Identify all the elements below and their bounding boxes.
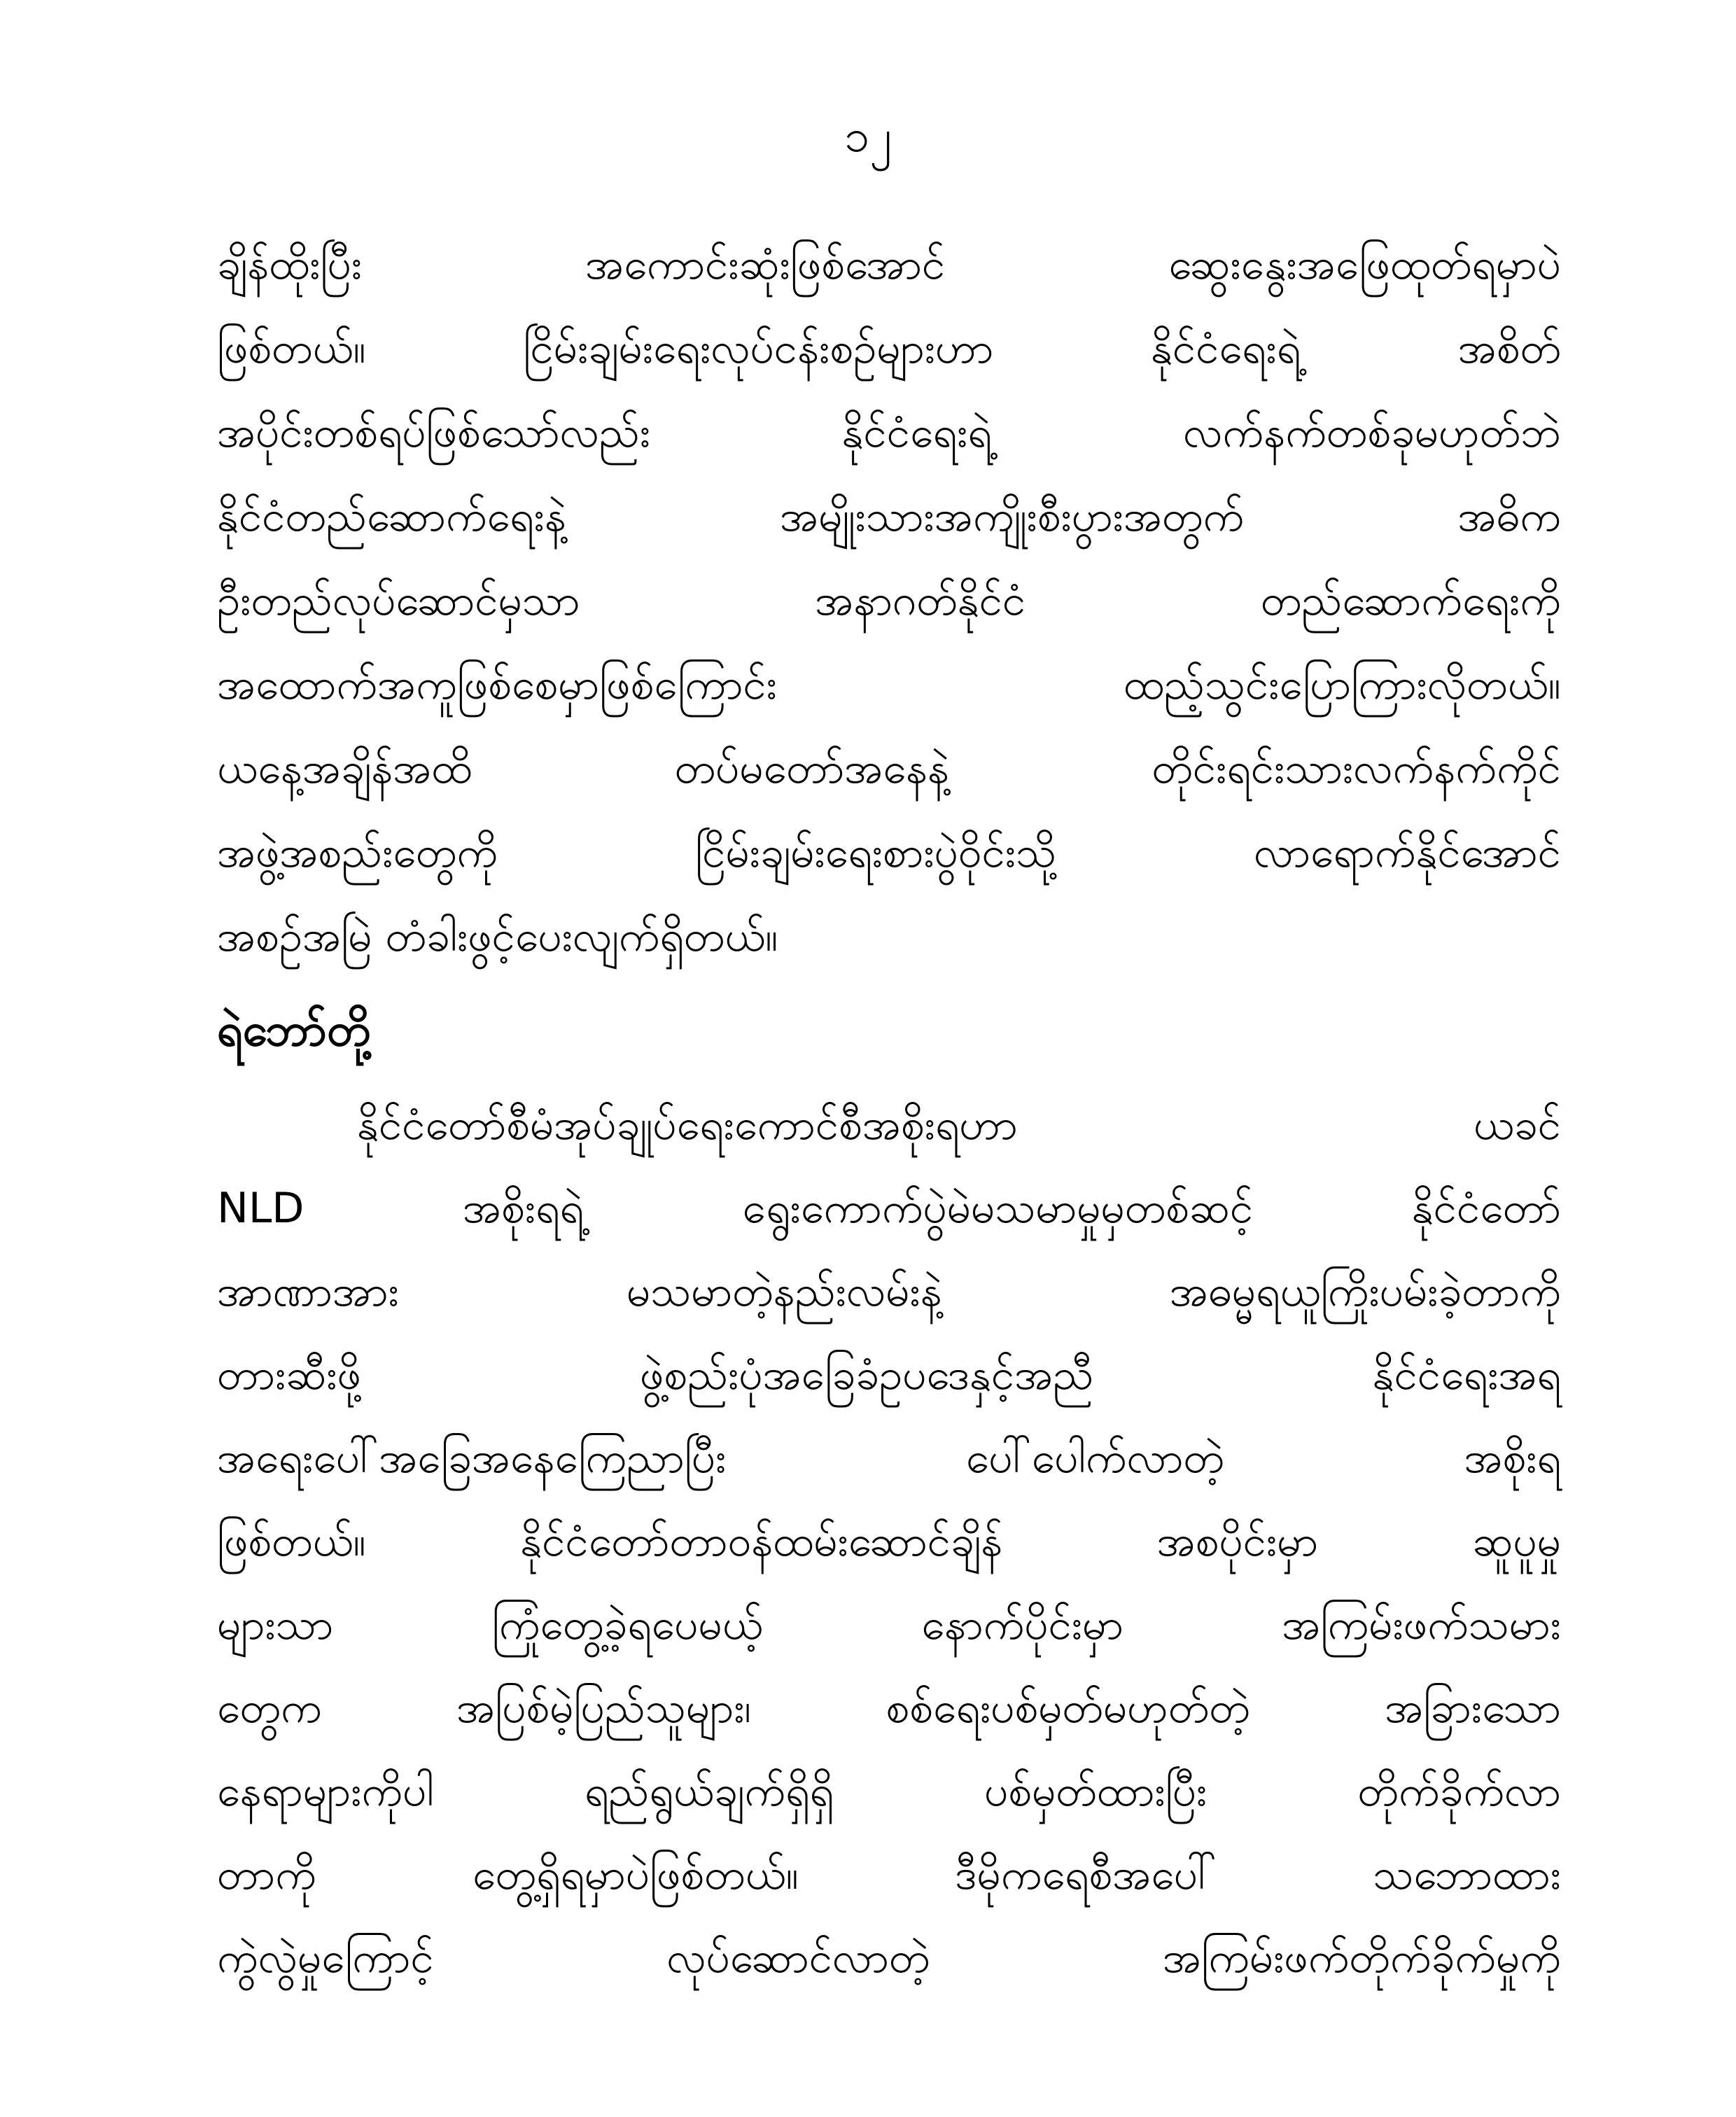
page-number: ၁၂: [844, 111, 892, 162]
text-line: နိုင်ငံတော်စီမံအုပ်ချုပ်ရေးကောင်စီအစိုးရဟာ ယခင်: [357, 1101, 1561, 1150]
text-line: အထောက်အကူဖြစ်စေမှာဖြစ်ကြောင်း ထည့်သွင်းပြောကြားလိုတယ်။: [217, 660, 1561, 709]
text-line: တားဆီးဖို့ ဖွဲ့စည်းပုံအခြေခံဥပဒေနှင့်အညီ နိုင်ငံရေးအရ: [217, 1350, 1561, 1399]
text-line: နေရာများကိုပါ ရည်ရွယ်ချက်ရှိရှိ ပစ်မှတ်ထားပြီး တိုက်ခိုက်လာ: [217, 1767, 1561, 1816]
paragraph-2: [217, 1084, 1561, 2000]
text-line: အစဉ်အမြဲ တံခါးဖွင့်ပေးလျက်ရှိတယ်။: [217, 912, 778, 961]
text-line: ချိန်ထိုးပြီး အကောင်းဆုံးဖြစ်အောင် ဆွေးနွေးအဖြေထုတ်ရမှာပဲ: [217, 240, 1561, 289]
text-line: ဦးတည်လုပ်ဆောင်မှသာ အနာဂတ်နိုင်ငံ တည်ဆောက်ရေးကို: [217, 576, 1561, 625]
text-line: များသာ ကြုံတွေ့ခဲ့ရပေမယ့် နောက်ပိုင်းမှာ အကြမ်းဖက်သမား: [217, 1600, 1561, 1649]
section-heading: ရဲဘော်တို့: [217, 1005, 371, 1056]
text-line: ဖြစ်တယ်။ ငြိမ်းချမ်းရေးလုပ်ငန်းစဉ်များဟာ နိုင်ငံရေးရဲ့ အစိတ်: [217, 324, 1561, 373]
text-line: အဖွဲ့အစည်းတွေကို ငြိမ်းချမ်းရေးစားပွဲဝိုင်းသို့ လာရောက်နိုင်အောင်: [217, 828, 1561, 877]
text-line: အပိုင်းတစ်ရပ်ဖြစ်သော်လည်း နိုင်ငံရေးရဲ့ လက်နက်တစ်ခုမဟုတ်ဘဲ: [217, 408, 1561, 457]
text-line: အရေးပေါ်အခြေအနေကြေညာပြီး ပေါ်ပေါက်လာတဲ့ အစိုးရ: [217, 1434, 1561, 1483]
text-line: ကွဲလွဲမှုကြောင့် လုပ်ဆောင်လာတဲ့ အကြမ်းဖက်တိုက်ခိုက်မှုကို: [217, 1934, 1561, 1983]
text-line: တွေက အပြစ်မဲ့ပြည်သူများ၊ စစ်ရေးပစ်မှတ်မဟုတ်တဲ့ အခြားသော: [217, 1684, 1561, 1733]
paragraph-1: [217, 223, 1561, 979]
text-line: အာဏာအား မသမာတဲ့နည်းလမ်းနဲ့ အဓမ္မရယူကြိုးပမ်းခဲ့တာကို: [217, 1267, 1561, 1316]
text-line: နိုင်ငံတည်ဆောက်ရေးနဲ့ အမျိုးသားအကျိုးစီးပွားအတွက် အဓိက: [217, 492, 1561, 541]
text-line: NLD အစိုးရရဲ့ ရွေးကောက်ပွဲမဲမသမာမှုမှတစ်ဆင့် နိုင်ငံတော်: [217, 1184, 1561, 1233]
text-line: တာကို တွေ့ရှိရမှာပဲဖြစ်တယ်။ ဒီမိုကရေစီအပေါ် သဘောထား: [217, 1850, 1561, 1899]
text-line: ဖြစ်တယ်။ နိုင်ငံတော်တာဝန်ထမ်းဆောင်ချိန် အစပိုင်းမှာ ဆူပူမှု: [217, 1517, 1561, 1566]
text-line: ယနေ့အချိန်အထိ တပ်မတော်အနေနဲ့ တိုင်းရင်းသားလက်နက်ကိုင်: [217, 744, 1561, 793]
